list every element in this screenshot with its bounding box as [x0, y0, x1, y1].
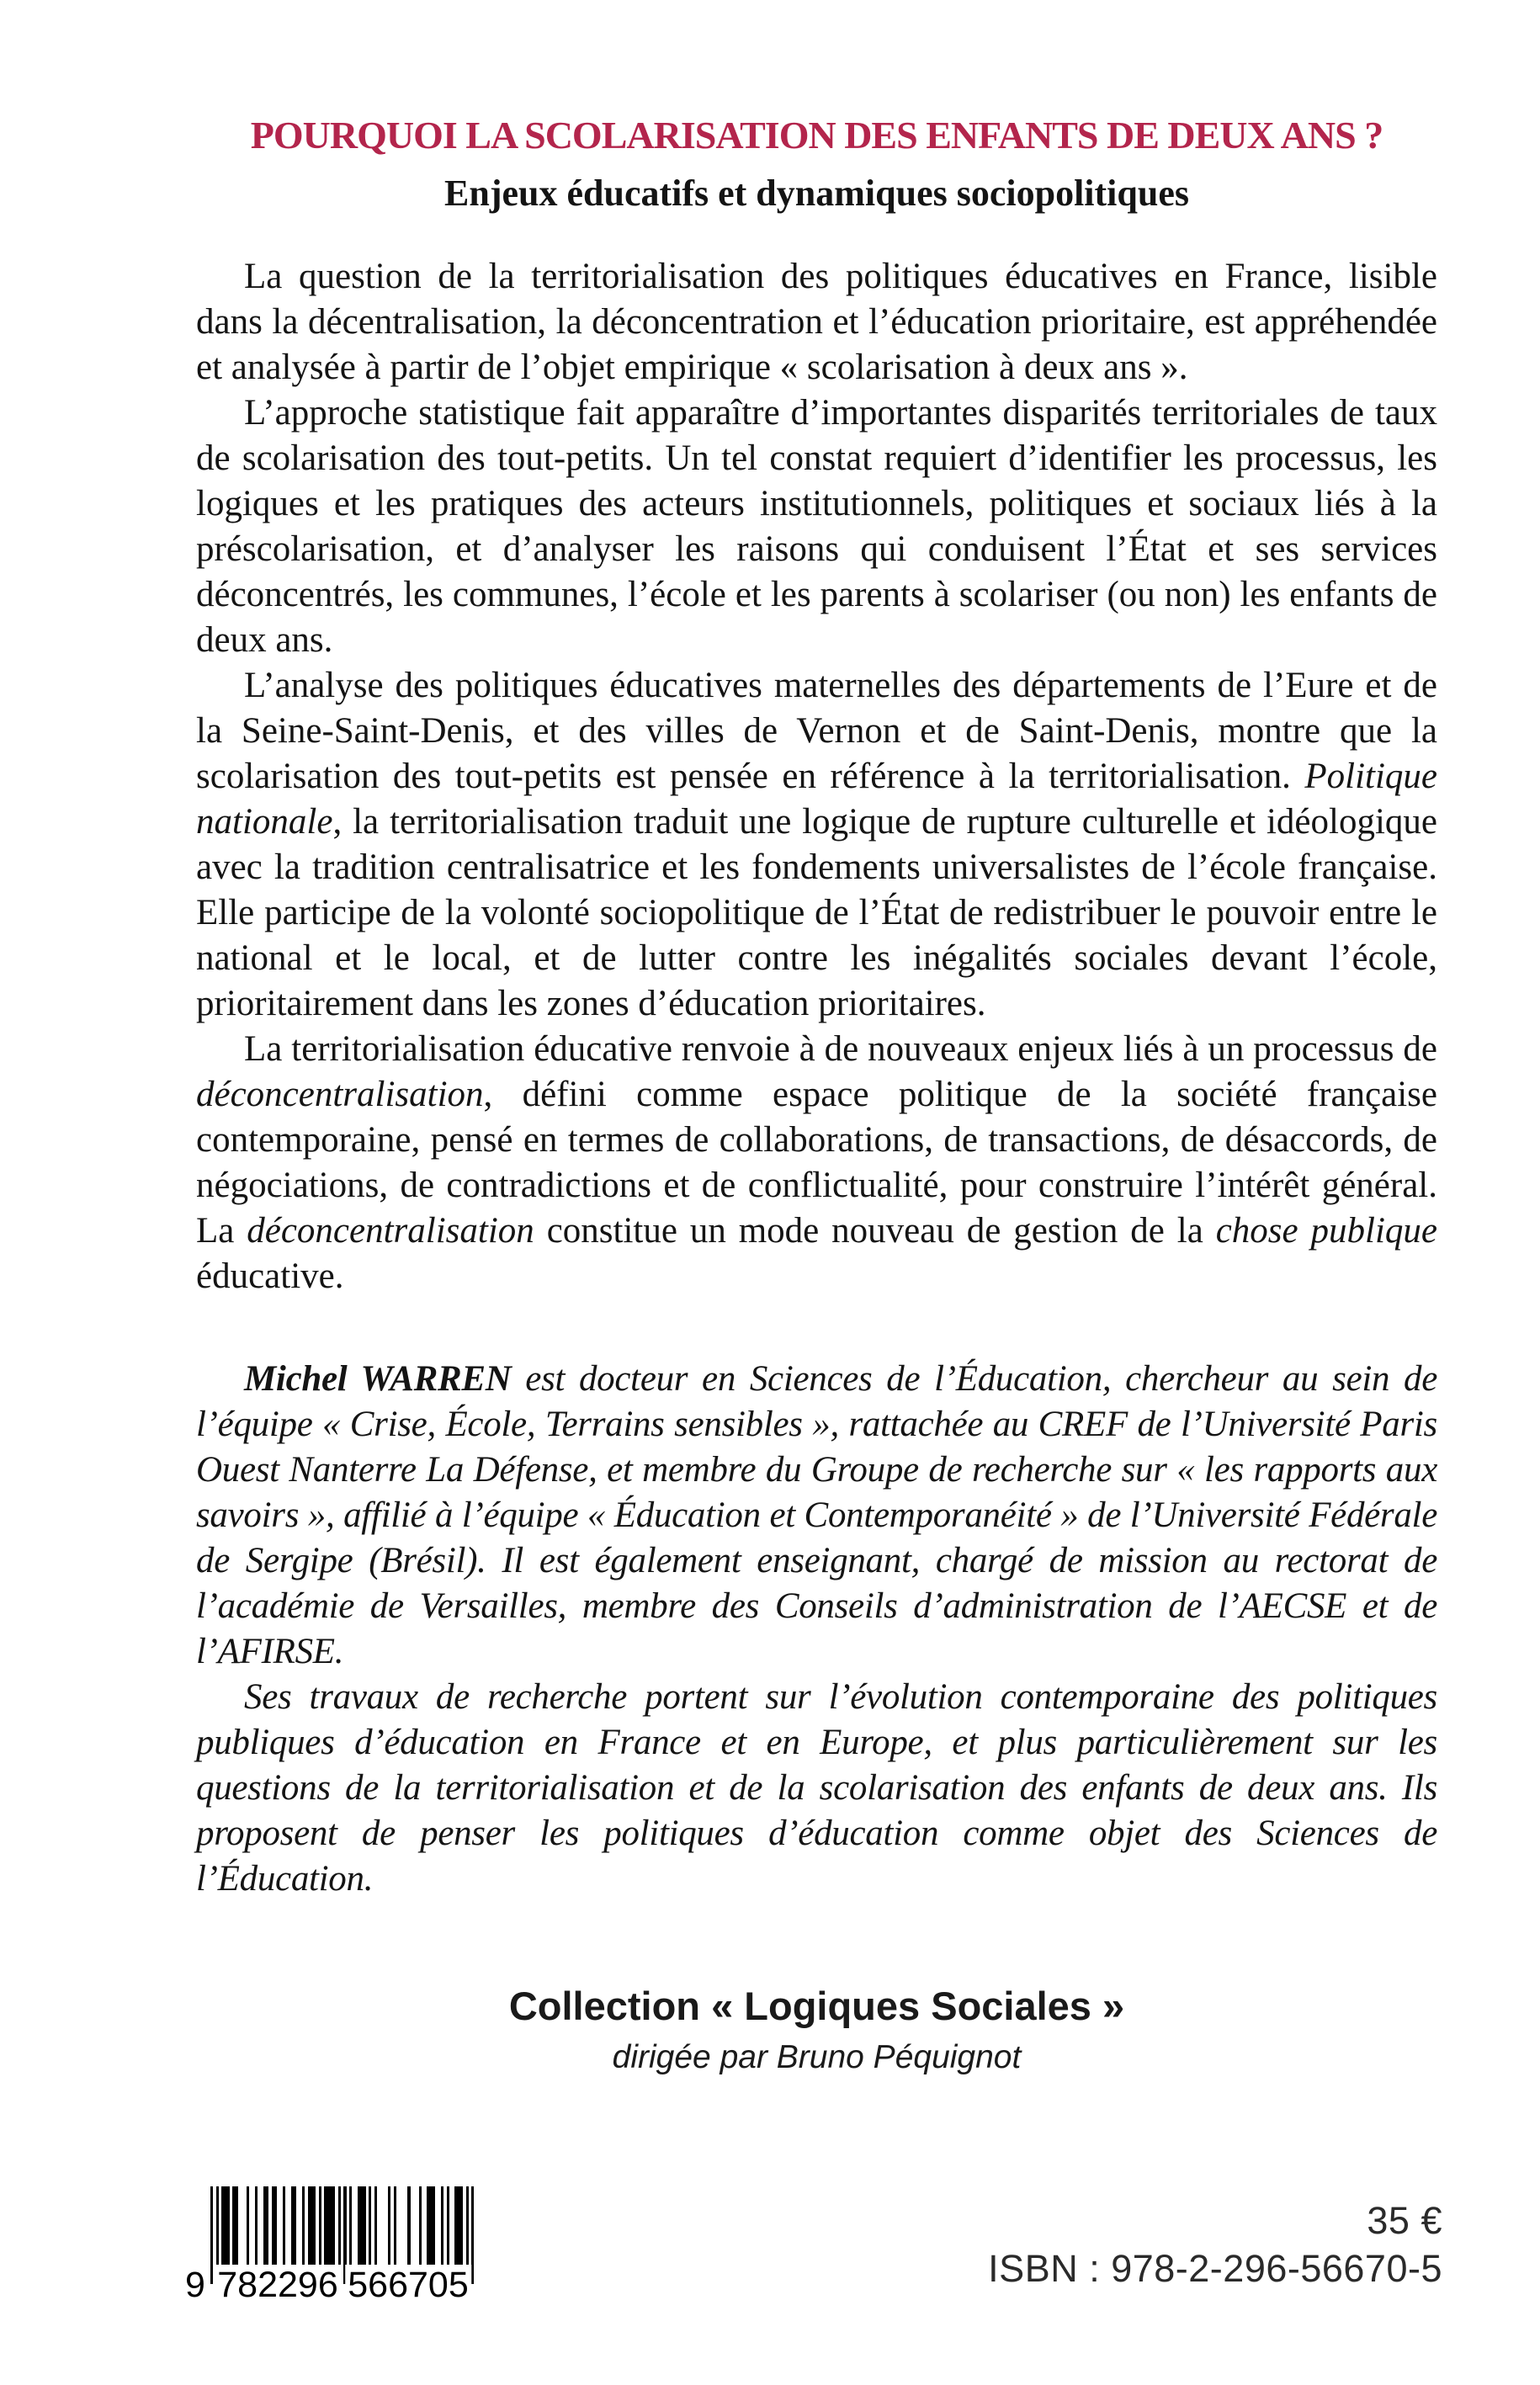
barcode-bar — [419, 2186, 422, 2265]
barcode-bar — [324, 2186, 335, 2265]
text-segment: , défini comme espace politique de la société française contemporaine, pensé en termes de collaborations, de transactions, de désaccords, de négociations, de contradictions et de conflictualité, pour construire l’intérêt général. La — [196, 1075, 1437, 1251]
isbn: ISBN : 978-2-296-56670-5 — [988, 2247, 1442, 2290]
barcode-bar — [349, 2186, 352, 2265]
barcode-bar — [221, 2186, 230, 2265]
text-segment: constitue un mode nouveau de gestion de la — [534, 1211, 1216, 1251]
paragraph — [196, 663, 1437, 1027]
book-title: POURQUOI LA SCOLARISATION DES ENFANTS DE DEUX ANS ? — [250, 114, 1383, 157]
barcode-bar — [308, 2186, 316, 2265]
book-subtitle: Enjeux éducatifs et dynamiques sociopolitiques — [444, 173, 1189, 214]
collection-block — [196, 1983, 1437, 2076]
barcode-bar — [255, 2186, 258, 2265]
barcode-bar — [447, 2186, 449, 2265]
synopsis-text — [196, 254, 1437, 1299]
author-bio-text — [196, 1357, 1437, 1902]
text-segment: Ses travaux de recherche portent sur l’évolution contemporaine des politiques publiques d’éducation en France et en Europe, et plus particulièrement sur les questions de la territorialisation et de la scolarisation des enfants de deux ans. Ils proposent de penser les politiques d’éducation comme objet des Sciences de l’Éducation. — [196, 1677, 1437, 1899]
barcode-bar — [247, 2186, 249, 2265]
paragraph — [196, 1357, 1437, 1675]
collection-director: dirigée par Bruno Péquignot — [612, 2039, 1022, 2075]
text-segment: La territorialisation éducative renvoie à de nouveaux enjeux liés à un processus de — [244, 1029, 1437, 1069]
text-segment: est docteur en Sciences de l’Éducation, chercheur au sein de l’équipe « Crise, École, Terrains sensibles », rattachée au CREF de l’Université Paris Ouest Nanterre La Défense, et membre du Groupe de recherche sur « les rapports aux savoirs », affilié à l’équipe « Éducation et Contemporanéité » de l’Université Fédérale de Sergipe (Brésil). Il est également enseignant, chargé de mission au rectorat de l’académie de Versailles, membre des Conseils d’administration de l’AECSE et de l’AFIRSE. — [196, 1359, 1438, 1671]
paragraph — [196, 1027, 1437, 1299]
barcode-bar — [369, 2186, 371, 2265]
barcode-bar — [454, 2186, 463, 2265]
text-segment: L’analyse des politiques éducatives maternelles des départements de l’Eure et de la Seine-Saint-Denis, et des villes de Vernon et de Saint-Denis, montre que la scolarisation des tout-petits est pensée en référence à la territorialisation. — [196, 666, 1437, 796]
barcode-bar — [394, 2186, 396, 2265]
barcode-bar — [302, 2186, 305, 2265]
text-segment: éducative. — [196, 1256, 344, 1296]
barcode-bar — [441, 2186, 443, 2265]
text-segment: La question de la territorialisation des politiques éducatives en France, lisible dans la décentralisation, la déconcentration et l’éducation prioritaire, est appréhendée et analysée à partir de l’objet empirique « scolarisation à deux ans ». — [196, 257, 1437, 387]
barcode-digit-first: 9 — [183, 2265, 208, 2306]
paragraph — [196, 254, 1437, 390]
barcode-bar — [388, 2186, 390, 2265]
ean13-barcode — [185, 2186, 480, 2305]
barcode-digits-right-group: 566705 — [345, 2265, 471, 2306]
price-isbn-block — [988, 2196, 1442, 2292]
barcode-bar — [374, 2186, 377, 2265]
text-segment: déconcentralisation — [196, 1075, 484, 1114]
barcode-bar — [263, 2186, 269, 2265]
collection-name: Collection « Logiques Sociales » — [508, 1984, 1125, 2028]
barcode-bar — [272, 2186, 278, 2265]
barcode-bar — [407, 2186, 410, 2265]
barcode-bar — [358, 2186, 366, 2265]
barcode-bar — [283, 2186, 285, 2265]
text-segment: , la territorialisation traduit une logique de rupture culturelle et idéologique avec la tradition centralisatrice et les fondements universalistes de l’école française. Elle participe de la volonté sociopolitique de l’État de redistribuer le pouvoir entre le national et le local, et de lutter contre les inégalités sociales devant l’école, prioritairement dans les zones d’éducation prioritaires. — [196, 802, 1437, 1023]
text-segment: L’approche statistique fait apparaître d’importantes disparités territoriales de taux de scolarisation des tout-petits. Un tel constat requiert d’identifier les processus, les logiques et les pratiques des acteurs institutionnels, politiques et sociaux liés à la préscolarisation, et d’analyser les raisons qui conduisent l’État et ses services déconcentrés, les communes, l’école et les parents à scolariser (ou non) les enfants de deux ans. — [196, 393, 1437, 660]
price: 35 € — [1367, 2199, 1442, 2242]
barcode-bar — [291, 2186, 297, 2265]
barcode-bar — [319, 2186, 321, 2265]
barcode-bar — [232, 2186, 238, 2265]
paragraph — [196, 390, 1437, 663]
barcode-digits-left-group: 782296 — [215, 2265, 341, 2306]
barcode-bar — [427, 2186, 435, 2265]
text-segment: Michel WARREN — [244, 1359, 512, 1399]
barcode-digits — [185, 2265, 480, 2305]
paragraph — [196, 1675, 1437, 1902]
text-segment: Politique nationale — [196, 757, 1437, 842]
text-segment: chose publique — [1215, 1211, 1437, 1251]
text-segment: déconcentralisation — [247, 1211, 534, 1251]
